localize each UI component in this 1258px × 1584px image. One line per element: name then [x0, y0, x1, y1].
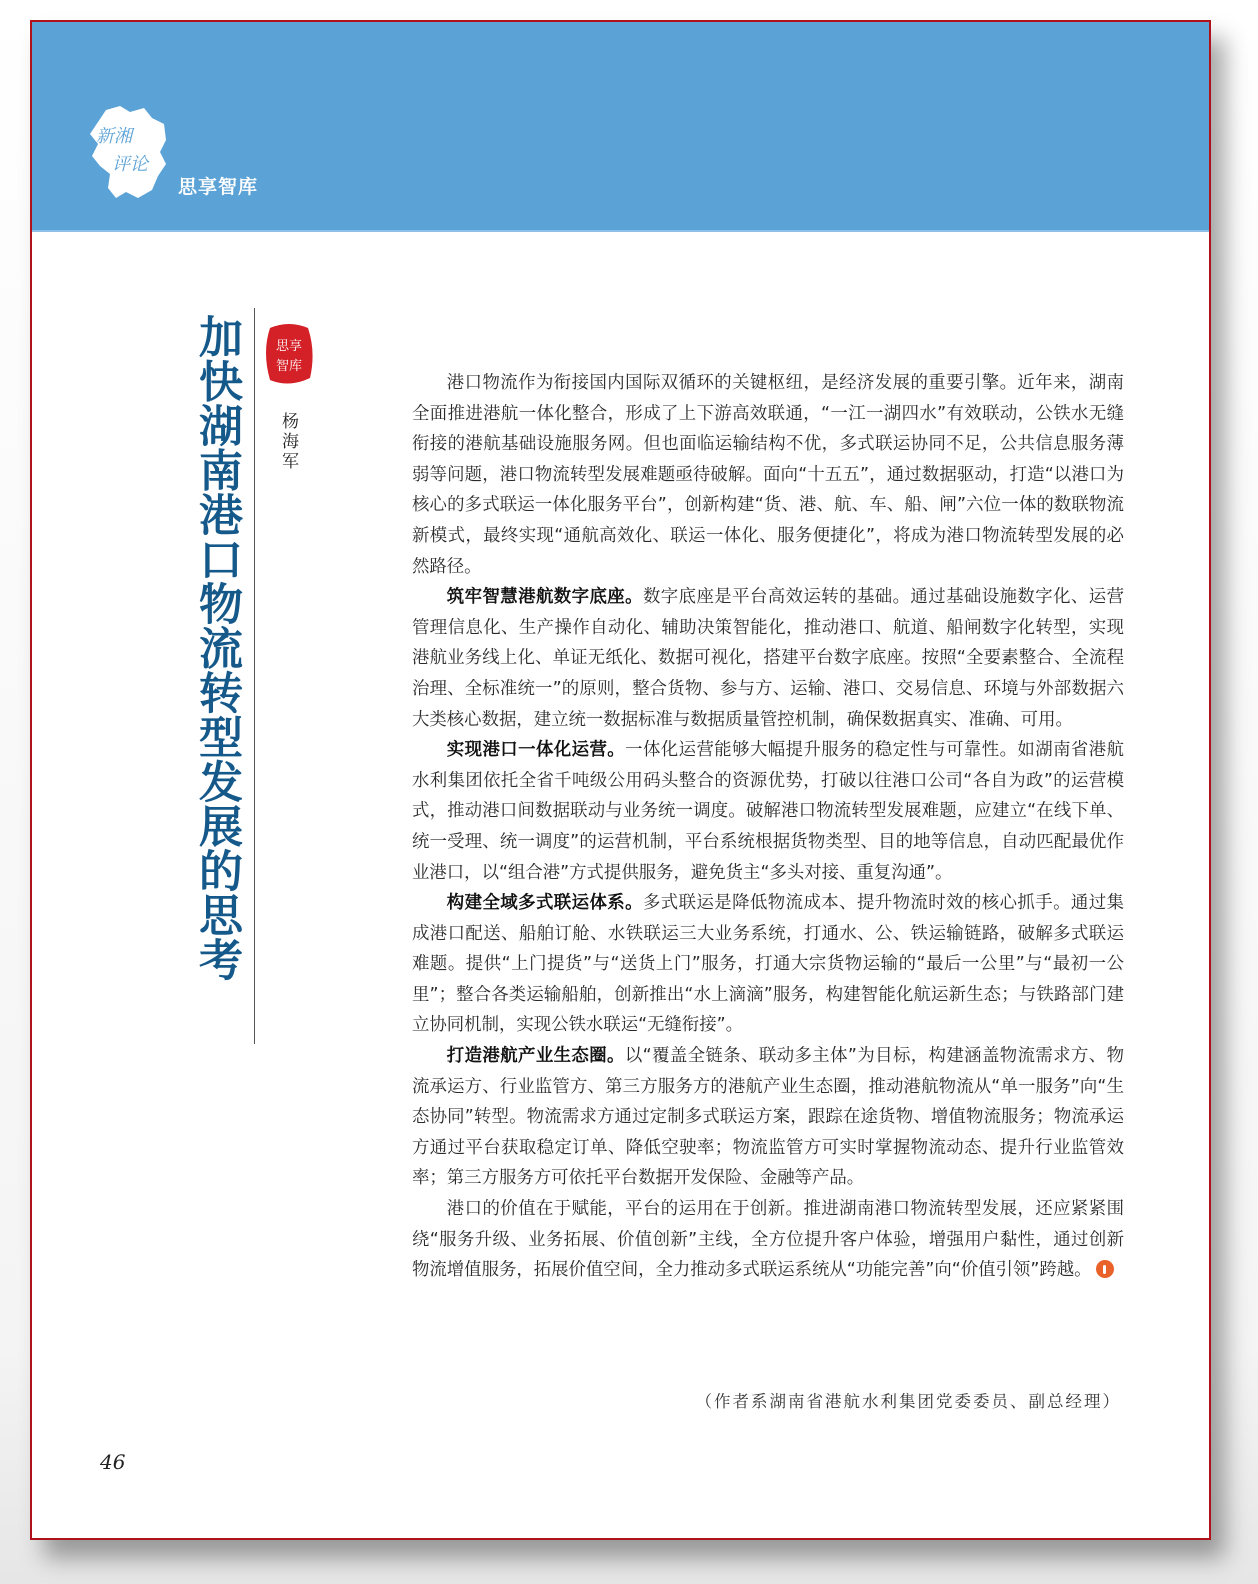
- paragraph-lead: 筑牢智慧港航数字底座。: [446, 587, 643, 608]
- svg-text:思享: 思享: [275, 339, 303, 354]
- header-band: [32, 22, 1209, 232]
- paragraph: 港口物流作为衔接国内国际双循环的关键枢纽，是经济发展的重要引擎。近年来，湖南全面推进港航一体化整合，形成了上下游高效联通，“一江一湖四水”有效联动，公铁水无缝衔接的港航基础设施服务网。但也面临运输结构不优，多式联运协同不足，公共信息服务薄弱等问题，港口物流转型发展难题亟待破解。面向“十五五”，通过数据驱动，打造“以港口为核心的多式联运一体化服务平台”，创新构建“货、港、航、车、船、闸”六位一体的数联物流新模式，最终实现“通航高效化、联运一体化、服务便捷化”，将成为港口物流转型发展的必然路径。: [412, 373, 1124, 577]
- column-name: 思享智库: [178, 176, 259, 198]
- page-number: 46: [100, 1450, 126, 1474]
- paragraph: 筑牢智慧港航数字底座。数字底座是平台高效运转的基础。通过基础设施数字化、运营管理信息化、生产操作自动化、辅助决策智能化，推动港口、航道、船闸数字化转型，实现港航业务线上化、单证无纸化、数据可视化，搭建平台数字底座。按照“全要素整合、全流程治理、全标准统一”的原则，整合货物、参与方、运输、港口、交易信息、环境与外部数据六大类核心数据，建立统一数据标准与数据质量管控机制，确保数据真实、准确、可用。: [412, 587, 1124, 730]
- svg-text:智库: 智库: [275, 359, 303, 374]
- svg-text:新湘: 新湘: [96, 126, 132, 147]
- svg-text:评论: 评论: [112, 154, 148, 175]
- article-title: 加快湖南港口物流转型发展的思考: [191, 314, 242, 982]
- title-divider: [254, 308, 255, 1044]
- end-mark-icon: [1096, 1260, 1114, 1278]
- paragraph: 构建全域多式联运体系。多式联运是降低物流成本、提升物流时效的核心抓手。通过集成港口配送、船舶订舱、水铁联运三大业务系统，打通水、公、铁运输链路，破解多式联运难题。提供“上门提货”与“送货上门”服务，打通大宗货物运输的“最后一公里”与“最初一公里”；整合各类运输船舶，创新推出“水上滴滴”服务，构建智能化航运新生态；与铁路部门建立协同机制，实现公铁水联运“无缝衔接”。: [412, 893, 1124, 1036]
- paragraph-lead: 打造港航产业生态圈。: [446, 1046, 625, 1067]
- paragraph-lead: 实现港口一体化运营。: [446, 740, 626, 761]
- seal-stamp-icon: [262, 322, 316, 386]
- magazine-page: [30, 20, 1211, 1540]
- article-body: [412, 368, 1124, 1286]
- author-name: 杨海军: [278, 412, 298, 472]
- author-credit: （作者系湖南省港航水利集团党委委员、副总经理）: [695, 1392, 1121, 1411]
- paragraph: 实现港口一体化运营。一体化运营能够大幅提升服务的稳定性与可靠性。如湖南省港航水利集团依托全省千吨级公用码头整合的资源优势，打破以往港口公司“各自为政”的运营模式，推动港口间数据联动与业务统一调度。破解港口物流转型发展难题，应建立“在线下单、统一受理、统一调度”的运营机制，平台系统根据货物类型、目的地等信息，自动匹配最优作业港口，以“组合港”方式提供服务，避免货主“多头对接、重复沟通”。: [412, 740, 1124, 883]
- hunan-map-logo-icon: [86, 104, 170, 200]
- paragraph: 港口的价值在于赋能，平台的运用在于创新。推进湖南港口物流转型发展，还应紧紧围绕“服务升级、业务拓展、价值创新”主线，全方位提升客户体验，增强用户黏性，通过创新物流增值服务，拓展价值空间，全力推动多式联运系统从“功能完善”向“价值引领”跨越。: [412, 1199, 1124, 1281]
- paragraph-lead: 构建全域多式联运体系。: [446, 893, 643, 914]
- paragraph: 打造港航产业生态圈。以“覆盖全链条、联动多主体”为目标，构建涵盖物流需求方、物流承运方、行业监管方、第三方服务方的港航产业生态圈，推动港航物流从“单一服务”向“生态协同”转型。物流需求方通过定制多式联运方案，跟踪在途货物、增值物流服务；物流承运方通过平台获取稳定订单、降低空驶率；物流监管方可实时掌握物流动态、提升行业监管效率；第三方服务方可依托平台数据开发保险、金融等产品。: [412, 1046, 1124, 1189]
